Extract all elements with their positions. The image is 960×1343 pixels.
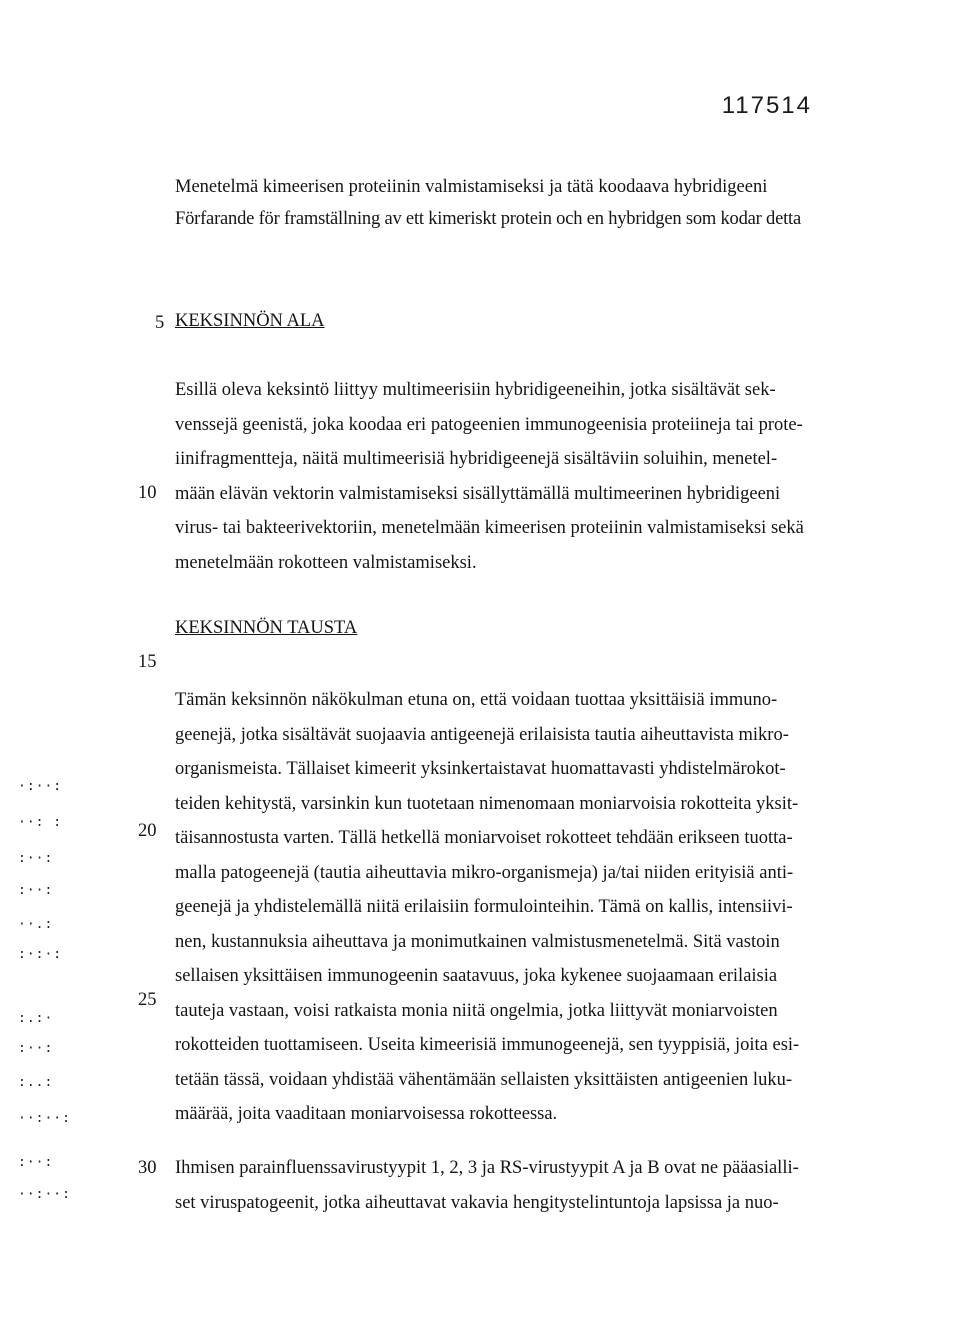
text-line: määrää, joita vaaditaan moniarvoisessa rokotteessa. [175, 1104, 558, 1124]
text-line: organismeista. Tällaiset kimeerit yksinkertaistavat huomattavasti yhdistelmärokot- [175, 759, 786, 779]
text-line: sellaisen yksittäisen immunogeenin saatavuus, joka kykenee suojaamaan erilaisia [175, 966, 778, 986]
text-line: set viruspatogeenit, jotka aiheuttavat vakavia hengitystelintuntoja lapsissa ja nuo- [175, 1192, 779, 1213]
text-line: rokotteiden tuottamiseen. Useita kimeerisiä immunogeenejä, sen tyyppisiä, joita esi- [175, 1035, 800, 1055]
dot-mark: :··: [18, 1041, 54, 1056]
text-line: Esillä oleva keksintö liittyy multimeerisiin hybridigeeneihin, jotka sisältävät sek- [175, 380, 776, 400]
title-finnish: Menetelmä kimeerisen proteiinin valmistamiseksi ja tätä koodaava hybridigeeni [175, 177, 768, 197]
dot-mark: ··.: [18, 917, 54, 932]
section-heading-background: KEKSINNÖN TAUSTA [175, 618, 358, 638]
text-line: geenejä ja yhdistelemällä niitä erilaisiin formulointeihin. Tämä on kallis, intensiivi- [175, 897, 793, 917]
text-line: täisannostusta varten. Tällä hetkellä moniarvoiset rokotteet tehdään erikseen tuotta- [175, 828, 793, 848]
line-number-15: 15 [138, 652, 157, 672]
text-line: geenejä, jotka sisältävät suojaavia antigeenejä erilaisista tautia aiheuttavista mikro- [175, 724, 789, 745]
text-line: tauteja vastaan, voisi ratkaista monia niitä ongelmia, jotka liittyvät moniarvoisten [175, 1000, 778, 1021]
text-line: virus- tai bakteerivektoriin, menetelmään kimeerisen proteiinin valmistamiseksi sekä [175, 518, 804, 538]
dot-mark: :..: [18, 1075, 54, 1090]
text-line: iinifragmentteja, näitä multimeerisiä hybridigeenejä sisältäviin soluihin, menetel- [175, 449, 778, 469]
dot-mark: ··:··: [18, 1187, 71, 1202]
text-line: Tämän keksinnön näkökulman etuna on, että voidaan tuottaa yksittäisiä immuno- [175, 690, 778, 710]
text-line: tetään tässä, voidaan yhdistää vähentämään sellaisten yksittäisten antigeenien luku- [175, 1069, 792, 1090]
dot-mark: ··: : [18, 815, 63, 830]
text-line: nen, kustannuksia aiheuttava ja monimutkainen valmistusmenetelmä. Sitä vastoin [175, 931, 780, 952]
dot-mark: :··: [18, 883, 54, 898]
text-line: menetelmään rokotteen valmistamiseksi. [175, 552, 477, 573]
text-line: teiden kehitystä, varsinkin kun tuotetaan nimenomaan moniarvoisia rokotteita yksit- [175, 793, 799, 814]
text-line: malla patogeenejä (tautia aiheuttavia mikro-organismeja) ja/tai niiden erityisiä anti- [175, 862, 794, 883]
title-swedish: Förfarande för framställning av ett kimeriskt protein och en hybridgen som kodar detta [175, 209, 802, 229]
line-number-20: 20 [138, 821, 157, 841]
text-line: venssejä geenistä, joka koodaa eri patogeenien immunogeenisia proteiineja tai prote- [175, 414, 803, 435]
line-number-5: 5 [155, 313, 165, 333]
section-heading-field: KEKSINNÖN ALA [175, 311, 325, 331]
text-line: Ihmisen parainfluenssavirustyypit 1, 2, 3 ja RS-virustyypit A ja B ovat ne pääasialli- [175, 1158, 799, 1178]
dot-mark: :··: [18, 1155, 54, 1170]
line-number-25: 25 [138, 990, 157, 1010]
dot-mark: :··: [18, 851, 54, 866]
paragraph-field [175, 373, 815, 580]
paragraph-background-1 [175, 683, 815, 1132]
document-number: 117514 [721, 92, 812, 119]
dot-mark: ·:··: [18, 779, 63, 794]
line-number-10: 10 [138, 483, 157, 503]
paragraph-background-2 [175, 1151, 815, 1220]
text-line: mään elävän vektorin valmistamiseksi sisällyttämällä multimeerinen hybridigeeni [175, 483, 781, 504]
dot-mark: ··:··: [18, 1111, 71, 1126]
dot-mark: :.:· [18, 1011, 54, 1026]
dot-mark: :·:·: [18, 947, 63, 962]
line-number-30: 30 [138, 1158, 157, 1178]
